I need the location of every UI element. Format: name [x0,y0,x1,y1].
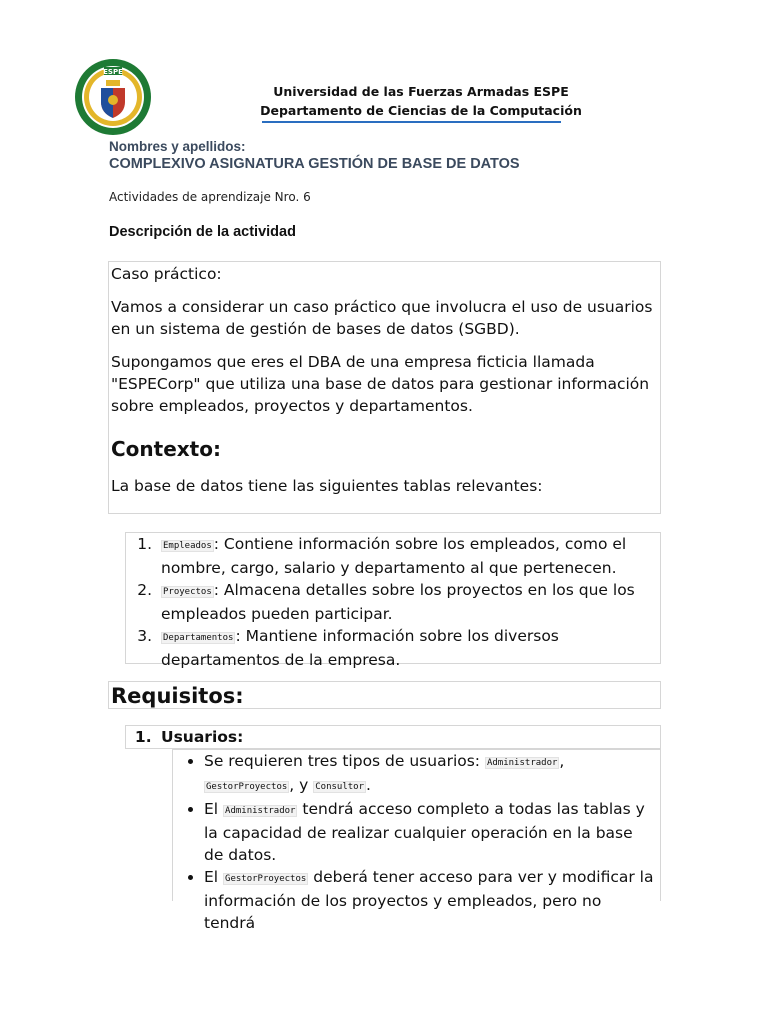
course-title: COMPLEXIVO ASIGNATURA GESTIÓN DE BASE DE DATOS [109,156,520,172]
bullet-text: El [204,868,224,886]
tables-list [130,533,656,671]
case-paragraph-2: Supongamos que eres el DBA de una empresa ficticia llamada "ESPECorp" que utiliza una base de datos para gestionar información sobre empleados, proyectos y departamentos. [111,353,650,415]
case-title: Caso práctico: [111,265,222,283]
espe-seal-icon [74,58,152,136]
users-requirements-box [172,749,661,932]
table-description: : Contiene información sobre los empleados, como el nombre, cargo, salario y departamento al que pertenecen. [161,535,627,577]
list-item [157,579,656,625]
users-requirements-list [177,750,656,934]
list-item [157,726,656,748]
header-divider [262,121,561,123]
case-paragraph-1: Vamos a considerar un caso práctico que involucra el uso de usuarios en un sistema de gestión de bases de datos (SGBD). [111,298,653,338]
names-label: Nombres y apellidos: [109,139,246,154]
tables-list-box [125,532,661,669]
users-item-box [125,725,661,749]
department-name: Departamento de Ciencias de la Computación [260,103,582,118]
table-name-code: Empleados [163,541,212,551]
role-code: Administrador [225,806,296,816]
requirements-list [130,726,656,748]
context-text: La base de datos tiene las siguientes tablas relevantes: [111,477,543,495]
bullet-text: deberá tener acceso para ver y modificar la información de los proyectos y empleados, pero no tendrá [204,868,654,932]
description-heading: Descripción de la actividad [109,224,296,240]
bullet-text: . [366,776,371,794]
role-code: Administrador [486,758,558,768]
logo-text: ESPE [103,68,123,76]
list-item [157,533,656,579]
activity-number: Actividades de aprendizaje Nro. 6 [109,190,311,204]
table-name-code: Departamentos [163,633,234,643]
bullet-text: tendrá acceso completo a todas las tablas y la capacidad de realizar cualquier operación en la base de datos. [204,800,645,864]
table-name-code: Proyectos [163,587,212,597]
institution-header [240,82,602,120]
requirements-heading: Requisitos: [111,684,244,708]
list-item [157,625,656,671]
table-description: : Mantiene información sobre los diversos departamentos de la empresa. [161,627,559,669]
bullet-text: Se requieren tres tipos de usuarios: [204,752,485,770]
bullet-text: El [204,800,224,818]
list-item [204,798,656,866]
role-code: Consultor [315,782,365,792]
requirements-heading-box [108,681,661,709]
context-heading: Contexto: [111,437,221,461]
role-code: GestorProyectos [206,782,288,792]
bullet-text: , [559,752,565,770]
list-item [204,866,656,934]
users-label: Usuarios: [161,728,244,746]
university-name: Universidad de las Fuerzas Armadas ESPE [273,84,569,99]
case-study-box [108,261,661,514]
table-description: : Almacena detalles sobre los proyectos en los que los empleados pueden participar. [161,581,635,623]
role-code: GestorProyectos [225,874,307,884]
bullet-text: , y [289,776,314,794]
list-item [204,750,656,798]
